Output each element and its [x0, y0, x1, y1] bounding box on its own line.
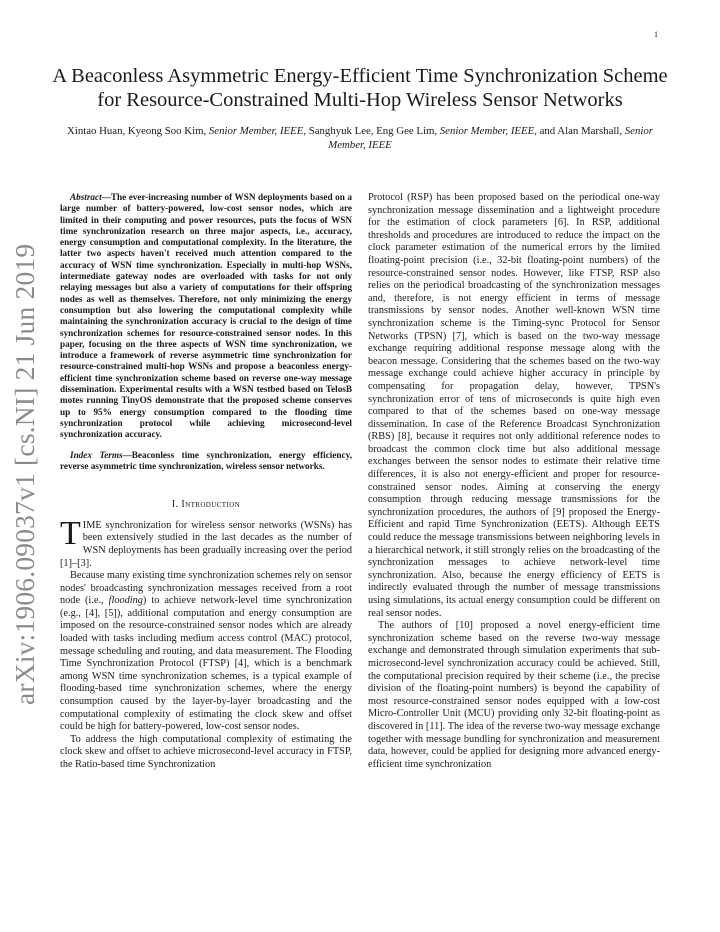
emphasis: flooding: [108, 595, 143, 607]
index-terms-text: —Beaconless time synchronization, energy efficiency, reverse asymmetric time synchronization, wireless sensor networks.: [60, 449, 353, 471]
abstract: [60, 192, 352, 441]
intro-text: synchronization for wireless sensor networks (WSNs) has been extensively studied in the last decades as the number of WSN deployments has been gradually increasing over the period [1]–[3].: [60, 519, 352, 569]
right-column: [368, 192, 660, 771]
section-name: Introduction: [181, 499, 241, 511]
intro-text: ) to achieve network-level time synchronization (e.g., [4], [5]), additional computation and energy consumption are imposed on the resource-constrained sensor nodes which are already loaded with tasks including medium access control (MAC) protocol, message scheduling and routing, and data measurement. The Flooding Time Synchronization Protocol (FTSP) [4], which is a benchmark among WSN time synchronization schemes, is a typical example of flooding-based time synchronization schemes, where the energy consumption caused by the layer-by-layer broadcasting and the computational complexity of estimating the clock skew and offset could be high for battery-powered, low-cost sensor nodes.: [60, 595, 353, 733]
author-role: Senior Member, IEEE: [328, 125, 653, 151]
index-terms: [60, 450, 352, 473]
intro-paragraph: [60, 570, 352, 734]
paper-title: A Beaconless Asymmetric Energy-Efficient Time Synchronization Scheme for Resource-Constrained Multi-Hop Wireless Sensor Networks: [52, 65, 668, 111]
author-names: , Sanghyuk Lee, Eng Gee Lim,: [303, 125, 440, 137]
author-role: Senior Member, IEEE: [439, 125, 535, 137]
abstract-text: —The ever-increasing number of WSN deployments based on a large number of battery-powered, low-cost sensor nodes, which are limited in their computing and power resources, puts the focus of WSN time synchronization research on three major aspects, i.e., accuracy, energy consumption and computational complexity. In the literature, the latter two aspects haven't received much attention compared to the accuracy of WSN time synchronization. Especially in multi-hop WSNs, intermediate gateway nodes are overloaded with tasks for not only relaying messages but also a variety of computations for their offspring nodes as well as themselves. Therefore, not only minimizing the energy consumption but also lowering the computational complexity while maintaining the synchronization accuracy is crucial to the design of time synchronization schemes for resource-constrained sensor nodes. In this paper, focusing on the three aspects of WSN time synchronization, we introduce a framework of reverse asymmetric time synchronization for resource-constrained multi-hop WSNs and propose a beaconless energy-efficient time synchronization scheme based on reverse one-way message dissemination. Experimental results with a WSN testbed based on TelosB motes running TinyOS demonstrate that the proposed scheme conserves up to 95% energy consumption compared to the flooding time synchronization protocol while achieving microsecond-level synchronization accuracy.: [60, 192, 352, 440]
intro-first-word: IME: [82, 519, 102, 531]
author-list: [48, 124, 672, 152]
arxiv-side-stamp: arXiv:1906.09037v1 [cs.NI] 21 Jun 2019: [9, 243, 40, 705]
section-numeral: I.: [171, 499, 182, 511]
intro-text: Because many existing time synchronization schemes rely on sensor nodes' broadcasting synchronization messages received from a root node (i.e.,: [60, 570, 352, 607]
intro-paragraph: [60, 514, 352, 570]
body-paragraph: The authors of [10] proposed a novel energy-efficient time synchronization scheme based on the reverse two-way message exchange and demonstrated through simulation experiments that sub-microsecond-level synchronization accuracy could be achieved. Still, the computational precision required by their scheme (i.e., the precise division of the floating-point numbers) is beyond the capability of most resource-constrained sensor nodes equipped with a low-cost Micro-Controller Unit (MCU) providing only 32-bit floating-point as discovered in [11]. The idea of the reverse two-way message exchange together with message bundling for synchronization and measurement data, however, could be applied for designing more advanced energy-efficient time synchronization: [368, 620, 660, 770]
body-paragraph: Protocol (RSP) has been proposed based on the periodical one-way synchronization message dissemination and a lightweight procedure for the estimation of clock parameters [6]. In RSP, additional thresholds and procedures are introduced to reduce the impact on the clock parameter estimation of the numerical errors by the limited floating-point precision (i.e., 32-bit floating-point numbers) of the resource-constrained sensor nodes. However, like FTSP, RSP also relies on the periodical broadcasting of the synchronization messages and, therefore, is not energy efficient in terms of message transmissions by sensor nodes. Another well-known WSN time synchronization scheme is the Timing-sync Protocol for Sensor Networks (TPSN) [7], which is based on the two-way message exchange requiring additional response message along with the beacon message. Considering that the schemes based on the two-way message exchange could achieve higher accuracy in principle by compensating for propagation delay, however, TPSN's synchronization error of tens of microseconds is quite high even compared to that of the schemes based on one-way message dissemination. In case of the Reference Broadcast Synchronization (RBS) [8], because it requires not only additional reference nodes to broadcast the common clock time but also additional message exchanges between the sensor nodes to estimate their relative time differences, it is also not energy-efficient and proper for resource-constrained sensor nodes. Aiming at conserving the energy consumption through reducing message transmissions for the synchronization procedures, the authors of [9] proposed the Energy-Efficient and rapid Time Synchronization (EETS). Although EETS could reduce the message transmissions between neighboring levels in a hierarchical network, it still strongly relies on the broadcasting of the synchronization messages to achieve network-level time synchronization. Also, because the energy efficiency of EETS is indirectly evaluated through the number of message transmissions using simulations, its actual energy consumption could be different on real sensor nodes.: [368, 192, 660, 619]
index-terms-lead: Index Terms: [70, 449, 123, 460]
page-number: 1: [654, 30, 658, 39]
author-names: Xintao Huan, Kyeong Soo Kim,: [67, 125, 209, 137]
left-column: [60, 192, 352, 772]
author-role: Senior Member, IEEE: [208, 125, 304, 137]
intro-paragraph: To address the high computational complexity of estimating the clock skew and offset to achieve microsecond-level accuracy in FTSP, the Ratio-based time Synchronization: [60, 733, 352, 770]
abstract-lead: Abstract: [70, 192, 102, 202]
author-names: , and Alan Marshall,: [534, 125, 625, 137]
drop-cap: T: [60, 514, 81, 552]
section-heading: [60, 499, 352, 512]
